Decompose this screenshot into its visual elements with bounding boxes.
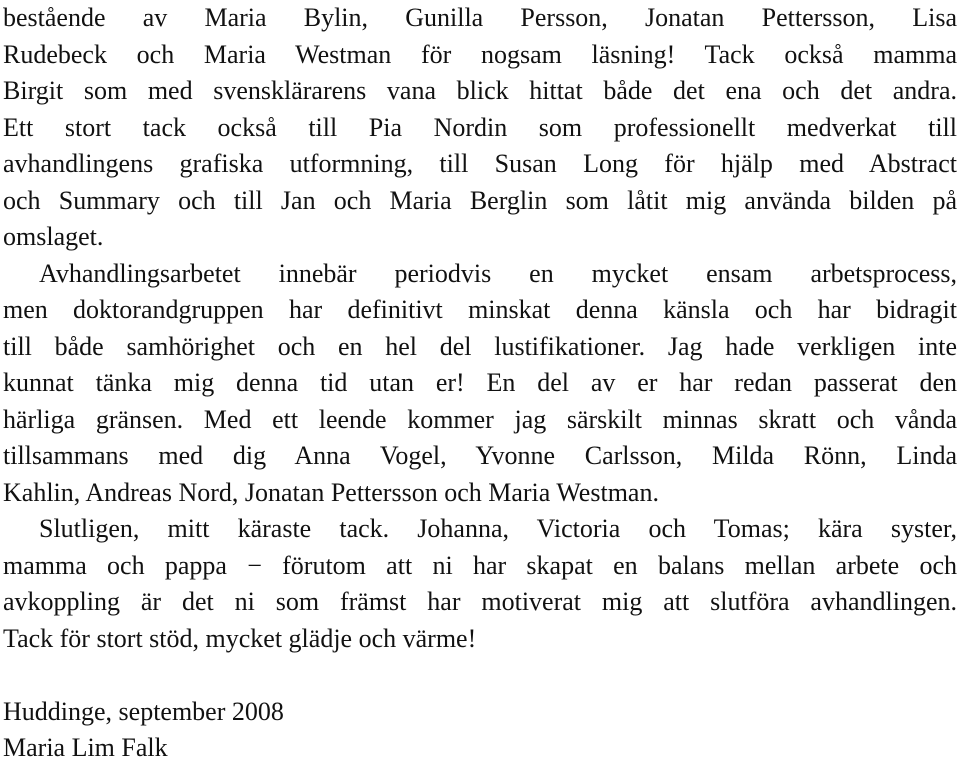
text-line: Avhandlingsarbetet innebär periodvis en mycket ensam arbetsprocess,	[39, 258, 957, 288]
paragraph-doctoral-group	[3, 256, 957, 512]
text-line: kunnat tänka mig denna tid utan er! En del av er har redan passerat den	[3, 368, 957, 397]
text-line: Kahlin, Andreas Nord, Jonatan Pettersson och Maria Westman.	[3, 477, 659, 507]
text-line: avhandlingens grafiska utformning, till Susan Long för hjälp med Abstract	[3, 149, 957, 178]
text-line: Slutligen, mitt käraste tack. Johanna, Victoria och Tomas; kära syster,	[39, 514, 957, 543]
blank-line	[3, 657, 957, 694]
text-line: Birgit som med svensklärarens vana blick hittat både det ena och det andra.	[3, 76, 957, 105]
text-line: bestående av Maria Bylin, Gunilla Persson, Jonatan Pettersson, Lisa	[3, 3, 957, 32]
text-line: mamma och pappa − förutom att ni har skapat en balans mellan arbete och	[3, 550, 957, 580]
text-line: härliga gränsen. Med ett leende kommer jag särskilt minnas skratt och vånda	[3, 404, 957, 434]
text-line: Rudebeck och Maria Westman för nogsam läsning! Tack också mamma	[3, 39, 957, 69]
place-and-date: Huddinge, september 2008	[3, 696, 284, 726]
document-page	[3, 0, 957, 767]
text-line: tillsammans med dig Anna Vogel, Yvonne Carlsson, Milda Rönn, Linda	[3, 441, 957, 470]
closing-signature	[3, 694, 957, 767]
paragraph-family	[3, 511, 957, 657]
text-line: omslaget.	[3, 222, 104, 251]
text-line: och Summary och till Jan och Maria Berglin som låtit mig använda bilden på	[3, 185, 957, 215]
paragraph-acknowledgements-readers	[3, 0, 957, 256]
text-line: men doktorandgruppen har definitivt minskat denna känsla och har bidragit	[3, 295, 957, 324]
text-line: Ett stort tack också till Pia Nordin som professionellt medverkat till	[3, 112, 957, 142]
text-line: Tack för stort stöd, mycket glädje och värme!	[3, 623, 477, 653]
text-line: till både samhörighet och en hel del lustifikationer. Jag hade verkligen inte	[3, 331, 957, 361]
author-name: Maria Lim Falk	[3, 733, 168, 762]
text-line: avkoppling är det ni som främst har motiverat mig att slutföra avhandlingen.	[3, 587, 957, 616]
